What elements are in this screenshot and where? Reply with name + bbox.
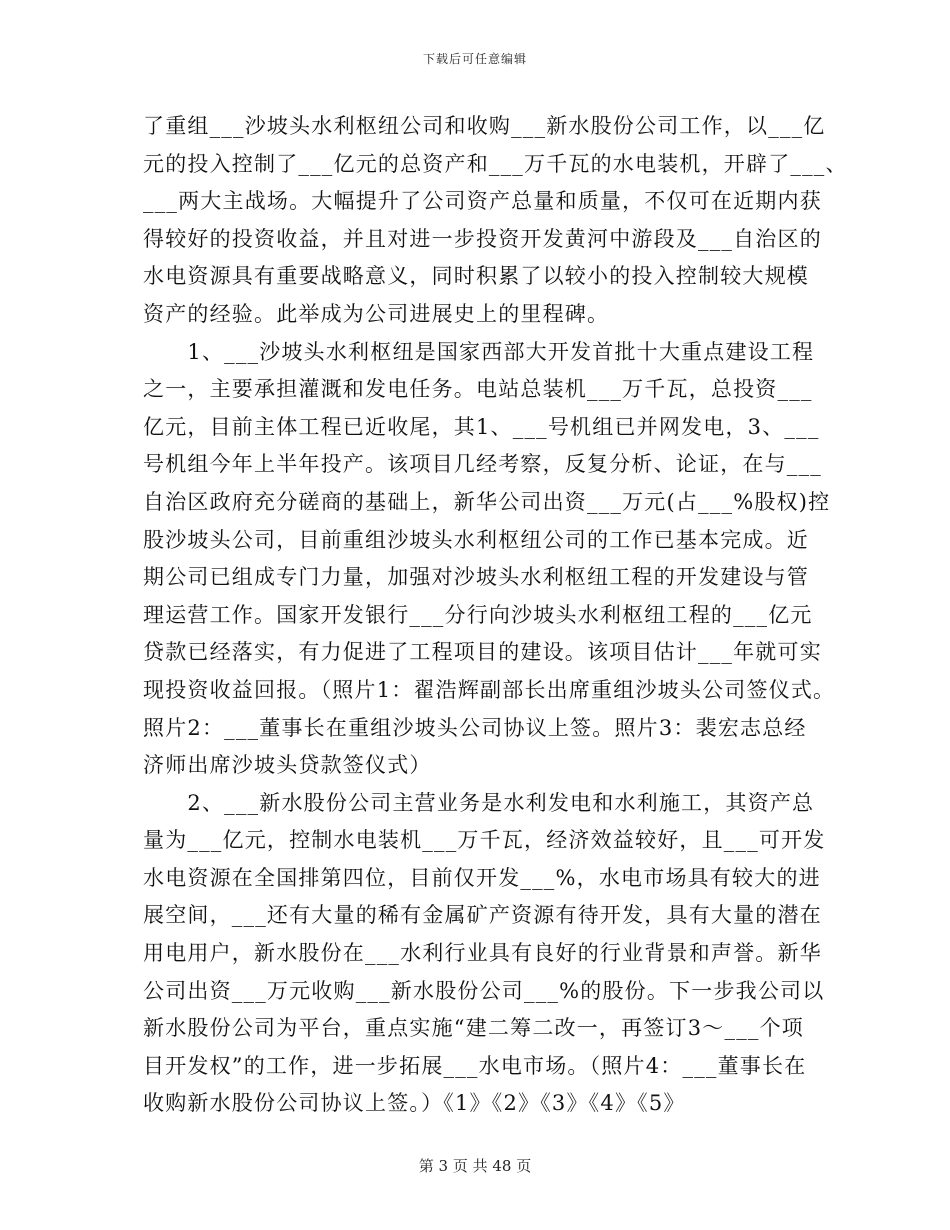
text-line: 1、___沙坡头水利枢纽是国家西部大开发首批十大重点建设工程 [143,339,815,364]
text-line: ___两大主战场。大幅提升了公司资产总量和质量，不仅可在近期内获 [143,189,822,214]
text-line: 得较好的投资收益，并且对进一步投资开发黄河中游段及___自治区的 [143,226,822,251]
text-line: 量为___亿元，控制水电装机___万千瓦，经济效益较好，且___可开发 [143,828,826,853]
text-line: 照片2：___董事长在重组沙坡头公司协议上签。照片3：裴宏志总经 [143,715,807,740]
text-line: 济师出席沙坡头贷款签仪式） [143,753,432,778]
text-line: 期公司已组成专门力量，加强对沙坡头水利枢纽工程的开发建设与管 [143,565,809,590]
text-line: 贷款已经落实，有力促进了工程项目的建设。该项目估计___年就可实 [143,640,822,665]
text-line: 公司出资___万元收购___新水股份公司___%的股份。下一步我公司以 [143,978,825,1003]
text-line: 水电资源具有重要战略意义，同时积累了以较小的投入控制较大规模 [143,264,809,289]
page-header-note: 下载后可任意编辑 [422,52,527,66]
text-line: 元的投入控制了___亿元的总资产和___万千瓦的水电装机，开辟了___、 [143,151,848,176]
text-line: 用电用户，新水股份在___水利行业具有良好的行业背景和声誉。新华 [143,941,822,966]
text-line: 展空间，___还有大量的稀有金属矿产资源有待开发，具有大量的潜在 [143,903,822,928]
text-line: 股沙坡头公司，目前重组沙坡头水利枢纽公司的工作已基本完成。近 [143,527,809,552]
text-line: 目开发权”的工作，进一步拓展___水电市场。（照片4：___董事长在 [143,1053,807,1078]
text-line: 之一，主要承担灌溉和发电任务。电站总装机___万千瓦，总投资___ [143,377,813,402]
paragraph-item-2 [143,785,833,1123]
text-line: 收购新水股份公司协议上签。）《1》《2》《3》《4》《5》 [143,1091,686,1116]
text-line: 现投资收益回报。（照片1：翟浩辉副部长出席重组沙坡头公司签仪式。 [143,677,836,702]
page-number: 第 3 页 共 48 页 [418,1157,532,1175]
text-line: 自治区政府充分磋商的基础上，新华公司出资___万元(占___%股权)控 [143,489,831,514]
text-line: 水电资源在全国排第四位，目前仅开发___%，水电市场具有较大的进 [143,865,821,890]
paragraph-item-1 [143,334,836,785]
text-line: 号机组今年上半年投产。该项目几经考察，反复分析、论证，在与___ [143,452,822,477]
text-line: 理运营工作。国家开发银行___分行向沙坡头水利枢纽工程的___亿元 [143,602,813,627]
paragraph-intro [143,108,848,334]
text-line: 2、___新水股份公司主营业务是水利发电和水利施工，其资产总 [143,790,815,815]
text-line: 亿元，目前主体工程已近收尾，其1、___号机组已并网发电，3、___ [143,414,820,439]
text-line: 了重组___沙坡头水利枢纽公司和收购___新水股份公司工作，以___亿 [143,114,826,138]
text-line: 资产的经验。此举成为公司进展史上的里程碑。 [143,301,610,326]
document-body [143,108,848,1123]
text-line: 新水股份公司为平台，重点实施“建二筹二改一，再签订3～___个项 [143,1016,804,1041]
